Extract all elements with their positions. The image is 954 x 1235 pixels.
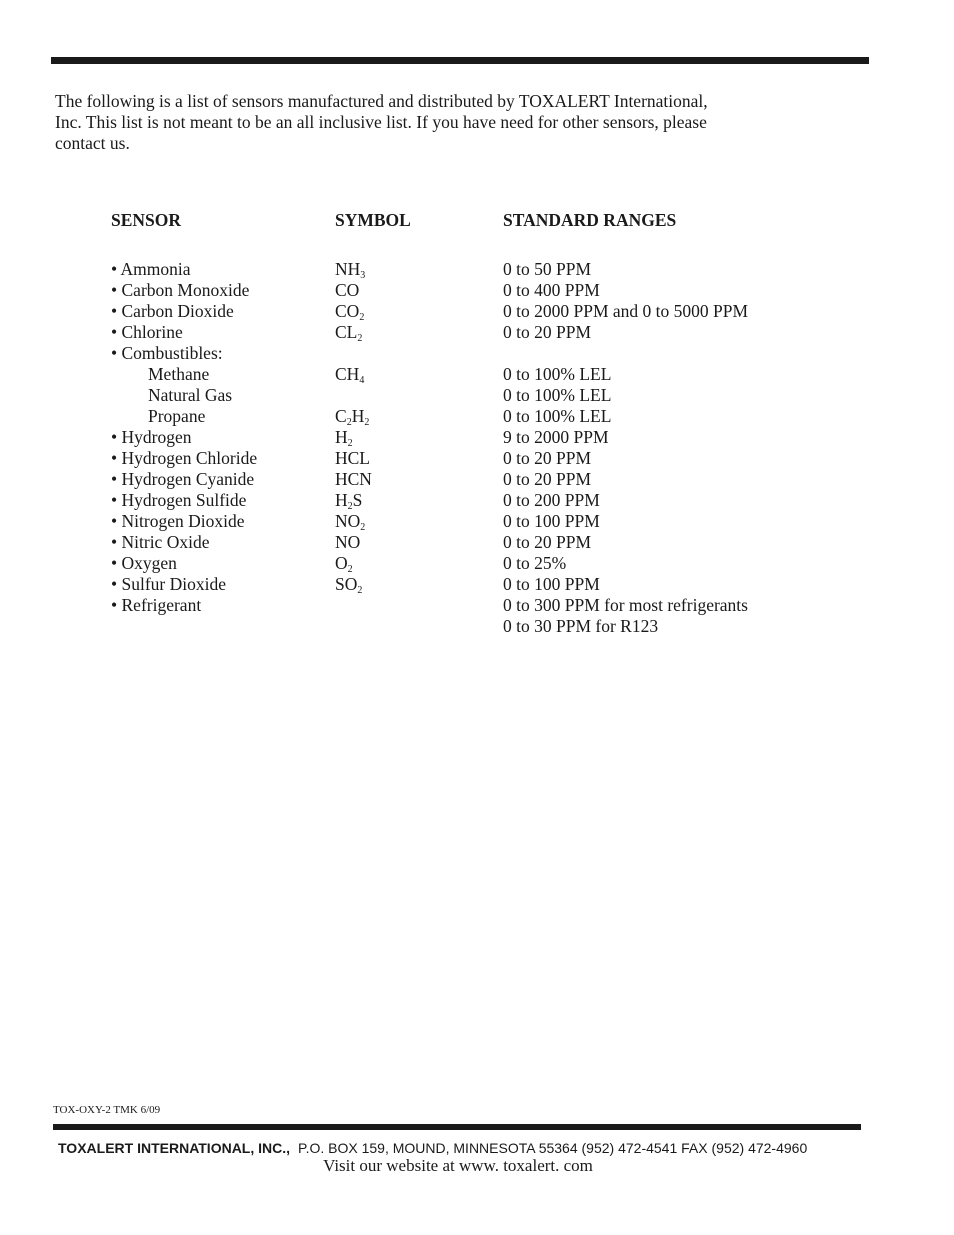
sensor-name: • Nitric Oxide — [111, 532, 210, 552]
intro-line-2: Inc. This list is not meant to be an all inclusive list. If you have need for other sensors, please — [55, 112, 707, 132]
document-code: TOX-OXY-2 TMK 6/09 — [53, 1104, 161, 1116]
sensor-name: • Nitrogen Dioxide — [111, 511, 245, 531]
standard-range: 0 to 20 PPM — [503, 532, 592, 552]
sensor-name: • Oxygen — [111, 553, 177, 573]
sensor-name: • Chlorine — [111, 322, 183, 342]
chemical-symbol: $C_2H_2$ — [335, 406, 370, 428]
standard-range: 0 to 100% LEL — [503, 385, 612, 405]
ranges-column-header: STANDARD RANGES — [503, 210, 677, 230]
standard-range: 0 to 30 PPM for R123 — [503, 616, 659, 636]
symbol-column-header: SYMBOL — [335, 210, 411, 230]
sensor-name: • Carbon Dioxide — [111, 301, 234, 321]
chemical-symbol: $CO_2$ — [335, 301, 365, 323]
chemical-symbol: HCN — [335, 469, 372, 489]
chemical-symbol — [335, 595, 372, 616]
standard-range: 0 to 25% — [503, 553, 567, 573]
sensor-name: • Ammonia — [111, 259, 191, 279]
ranges-column — [503, 259, 748, 637]
chemical-symbol — [335, 343, 372, 364]
standard-range: 0 to 100 PPM — [503, 511, 600, 531]
chemical-symbol: $SO_2$ — [335, 574, 363, 596]
sensor-name: Propane — [148, 406, 206, 426]
chemical-symbol: $CH_4$ — [335, 364, 365, 386]
chemical-symbol: CO — [335, 280, 360, 300]
chemical-symbol: $O_2$ — [335, 553, 353, 575]
sensor-name: Natural Gas — [148, 385, 233, 405]
chemical-symbol: HCL — [335, 448, 370, 468]
chemical-symbol: $CL_2$ — [335, 322, 363, 344]
sensor-name: • Combustibles: — [111, 343, 223, 363]
sensor-column-header: SENSOR — [111, 210, 182, 230]
chemical-symbol: $H_2S$ — [335, 490, 363, 512]
standard-range: 0 to 300 PPM for most refrigerants — [503, 595, 748, 615]
intro-line-3: contact us. — [55, 133, 130, 153]
standard-range: 0 to 400 PPM — [503, 280, 600, 300]
company-address: P.O. BOX 159, MOUND, MINNESOTA 55364 (952) 472-4541 FAX (952) 472-4960 — [298, 1140, 808, 1156]
chemical-symbol: $NO_2$ — [335, 511, 366, 533]
sensor-column — [111, 259, 257, 637]
sensor-name: • Hydrogen Chloride — [111, 448, 258, 468]
standard-range: 9 to 2000 PPM — [503, 427, 609, 447]
standard-range: 0 to 2000 PPM and 0 to 5000 PPM — [503, 301, 749, 321]
chemical-symbol — [335, 385, 372, 406]
website-line: Visit our website at www. toxalert. com — [323, 1156, 593, 1175]
sensor-name: Methane — [148, 364, 210, 384]
chemical-symbol: NO — [335, 532, 361, 552]
sensor-name: • Sulfur Dioxide — [111, 574, 227, 594]
standard-range: 0 to 50 PPM — [503, 259, 592, 279]
bottom-rule — [53, 1124, 861, 1130]
standard-range: 0 to 200 PPM — [503, 490, 600, 510]
sensor-name: • Hydrogen Cyanide — [111, 469, 255, 489]
sensor-name: • Refrigerant — [111, 595, 202, 615]
chemical-symbol: $NH_3$ — [335, 259, 366, 281]
intro-line-1: The following is a list of sensors manufactured and distributed by TOXALERT International, — [55, 91, 708, 111]
standard-range: 0 to 100% LEL — [503, 406, 612, 426]
standard-range: 0 to 20 PPM — [503, 448, 592, 468]
chemical-symbol — [335, 616, 372, 637]
top-rule — [51, 57, 869, 64]
sensor-name: • Hydrogen Sulfide — [111, 490, 247, 510]
sensor-name: • Hydrogen — [111, 427, 192, 447]
standard-range — [503, 343, 748, 364]
standard-range: 0 to 20 PPM — [503, 322, 592, 342]
company-name: TOXALERT INTERNATIONAL, INC., — [58, 1140, 291, 1156]
standard-range: 0 to 20 PPM — [503, 469, 592, 489]
intro-paragraph — [55, 91, 835, 154]
standard-range: 0 to 100 PPM — [503, 574, 600, 594]
sensor-name — [111, 616, 257, 637]
sensor-name: • Carbon Monoxide — [111, 280, 250, 300]
standard-range: 0 to 100% LEL — [503, 364, 612, 384]
footer-contact — [58, 1140, 807, 1156]
chemical-symbol: $H_2$ — [335, 427, 353, 449]
symbol-column — [335, 259, 372, 637]
